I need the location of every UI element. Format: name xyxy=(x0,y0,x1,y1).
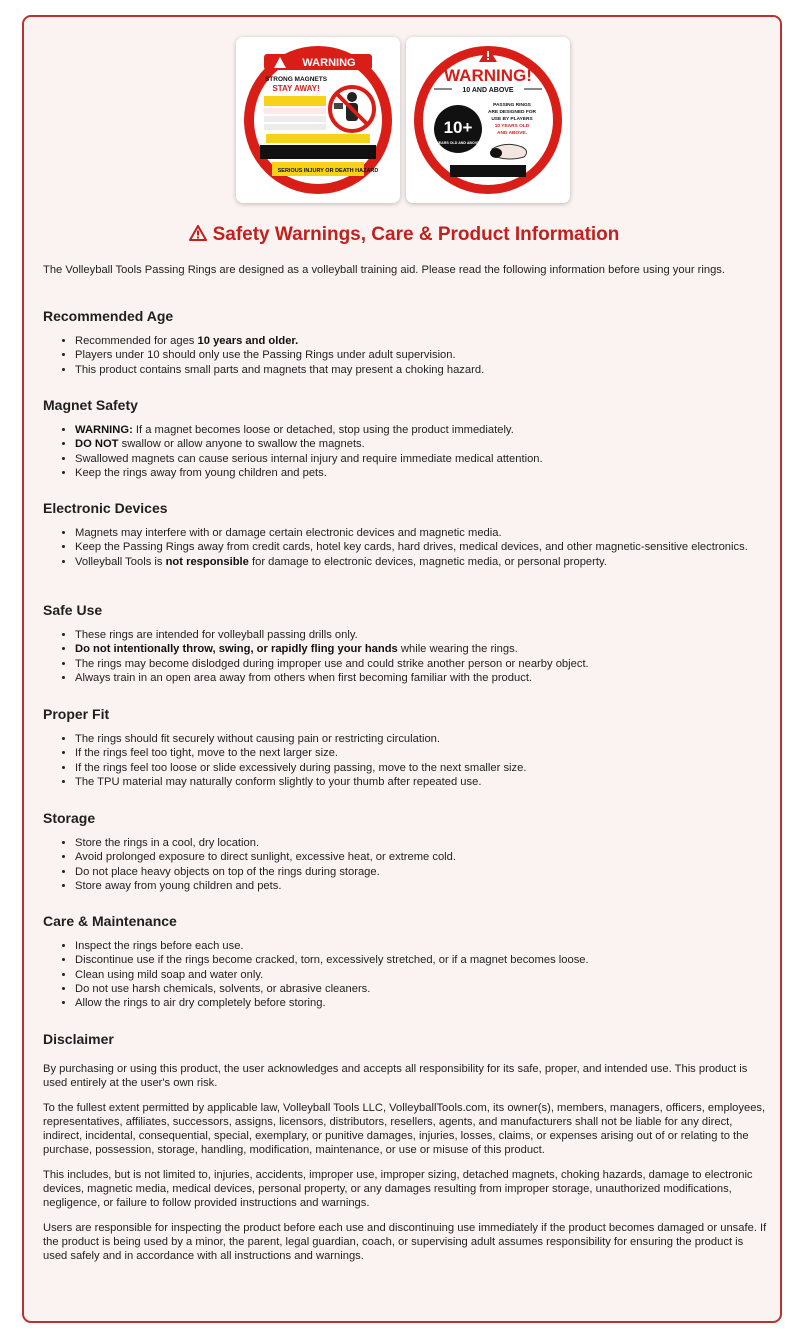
list-item: • Clean using mild soap and water only. xyxy=(75,968,767,982)
section-heading: Recommended Age xyxy=(43,308,174,324)
list-item: • Do not intentionally throw, swing, or rapidly fling your hands while wearing the rings. xyxy=(75,642,767,656)
magnet-warning-graphic xyxy=(236,37,400,203)
page-title-text: Safety Warnings, Care & Product Information xyxy=(212,224,620,245)
page-title xyxy=(24,223,782,247)
list-item: • If the rings feel too loose or slide excessively during passing, move to the next smaller size. xyxy=(75,761,767,775)
badge-left-heading: WARNING xyxy=(302,57,356,69)
disclaimer-paragraph-1: By purchasing or using this product, the user acknowledges and accepts all responsibility for its safe, proper, and intended use. This product is used entirely at the user's own risk. xyxy=(43,1063,748,1090)
list-item: • Volleyball Tools is not responsible for damage to electronic devices, magnetic media, or personal property. xyxy=(75,555,767,569)
section-heading: Storage xyxy=(43,810,96,826)
badge-right-age: 10+ xyxy=(443,118,473,137)
warning-triangle-icon xyxy=(189,223,207,247)
section-proper-fit xyxy=(43,705,767,789)
list-item: • These rings are intended for volleyball passing drills only. xyxy=(75,628,767,642)
age-warning-badge xyxy=(406,37,570,203)
badge-right-heading: WARNING! xyxy=(444,66,532,85)
section-care-maintenance xyxy=(43,912,767,1010)
content xyxy=(43,263,767,1263)
section-safe-use xyxy=(43,601,767,685)
list-item: • Magnets may interfere with or damage certain electronic devices and magnetic media. xyxy=(75,526,767,540)
list-item: • Do not use harsh chemicals, solvents, or abrasive cleaners. xyxy=(75,982,767,996)
badge-right-text2: ARE DESIGNED FOR xyxy=(488,110,536,115)
badge-left-line2: STAY AWAY! xyxy=(272,84,320,93)
age-warning-graphic xyxy=(406,37,570,203)
disclaimer-paragraph-3: This includes, but is not limited to, injuries, accidents, improper use, improper sizing, detached magnets, choking hazards, damage to electronic devices, magnetic media, medical devices, personal property, or any damages resulting from improper storage, unauthorized modifications, negligence, or failure to follow provided instructions and warnings. xyxy=(43,1168,753,1210)
badge-right-text1: PASSING RINGS xyxy=(493,103,531,108)
section-recommended-age xyxy=(43,307,767,377)
list-item: • Store the rings in a cool, dry location. xyxy=(75,836,767,850)
list-item: • Allow the rings to air dry completely before storing. xyxy=(75,996,767,1010)
info-card xyxy=(22,15,782,1323)
disclaimer-paragraph-4: Users are responsible for inspecting the product before each use and discontinuing use immediately if the product becomes damaged or unsafe. If the product is being used by a minor, the parent, legal guardian, coach, or supervising adult assumes responsibility for ensuring the product is used safely and in accordance with all instructions and warnings. xyxy=(43,1221,767,1263)
badge-right-text3: USE BY PLAYERS xyxy=(491,117,533,122)
list-item: • If the rings feel too tight, move to the next larger size. xyxy=(75,746,767,760)
list-item: • Players under 10 should only use the Passing Rings under adult supervision. xyxy=(75,348,767,362)
badge-right-text5: AND ABOVE. xyxy=(497,131,527,136)
section-electronic-devices xyxy=(43,499,767,569)
warning-badges xyxy=(236,37,602,203)
section-magnet-safety xyxy=(43,396,767,480)
list-item: • Recommended for ages 10 years and older. xyxy=(75,334,767,348)
list-item: • DO NOT swallow or allow anyone to swallow the magnets. xyxy=(75,437,767,451)
list-item: • Swallowed magnets can cause serious internal injury and require immediate medical attention. xyxy=(75,452,767,466)
list-item: • The rings may become dislodged during improper use and could strike another person or nearby object. xyxy=(75,657,767,671)
badge-right-subheading: 10 AND ABOVE xyxy=(462,87,514,94)
magnet-warning-badge xyxy=(236,37,400,203)
badge-left-footer: SERIOUS INJURY OR DEATH HAZARD xyxy=(277,168,379,174)
list-item: • Keep the rings away from young children and pets. xyxy=(75,466,767,480)
list-item: • Keep the Passing Rings away from credit cards, hotel key cards, hard drives, medical devices, and other magnetic-sensitive electronics. xyxy=(75,540,767,554)
badge-right-age-caption: YEARS OLD AND ABOVE xyxy=(436,141,480,145)
list-item: • WARNING: If a magnet becomes loose or detached, stop using the product immediately. xyxy=(75,423,767,437)
list-item: • Do not place heavy objects on top of the rings during storage. xyxy=(75,865,767,879)
badge-right-text4: 10 YEARS OLD xyxy=(494,124,530,129)
section-storage xyxy=(43,809,767,893)
section-heading: Disclaimer xyxy=(43,1031,114,1047)
disclaimer-paragraph-2: To the fullest extent permitted by applicable law, Volleyball Tools LLC, VolleyballTools.com, its owner(s), members, managers, officers, employees, representatives, affiliates, successors, assigns, licensors, distributors, resellers, agents, and manufacturers shall not be liable for any direct, indirect, incidental, consequential, special, exemplary, or punitive damages, injuries, losses, claims, or expenses arising out of or relating to the purchase, possession, storage, handling, modification, maintenance, or use or misuse of this product. xyxy=(43,1101,766,1157)
list-item: • Store away from young children and pets. xyxy=(75,879,767,893)
intro-text: The Volleyball Tools Passing Rings are designed as a volleyball training aid. Please read the following information before using your rings. xyxy=(43,264,726,276)
list-item: • Discontinue use if the rings become cracked, torn, excessively stretched, or if a magnet becomes loose. xyxy=(75,953,767,967)
list-item: • This product contains small parts and magnets that may present a choking hazard. xyxy=(75,363,767,377)
list-item: • The TPU material may naturally conform slightly to your thumb after repeated use. xyxy=(75,775,767,789)
section-heading: Magnet Safety xyxy=(43,397,138,413)
list-item: • The rings should fit securely without causing pain or restricting circulation. xyxy=(75,732,767,746)
section-disclaimer xyxy=(43,1030,767,1274)
section-heading: Care & Maintenance xyxy=(43,913,177,929)
section-heading: Safe Use xyxy=(43,602,103,618)
list-item: • Avoid prolonged exposure to direct sunlight, excessive heat, or extreme cold. xyxy=(75,850,767,864)
list-item: • Always train in an open area away from others when first becoming familiar with the product. xyxy=(75,671,767,685)
badge-left-line1: STRONG MAGNETS xyxy=(264,76,328,83)
section-heading: Proper Fit xyxy=(43,706,110,722)
section-heading: Electronic Devices xyxy=(43,500,168,516)
list-item: • Inspect the rings before each use. xyxy=(75,939,767,953)
